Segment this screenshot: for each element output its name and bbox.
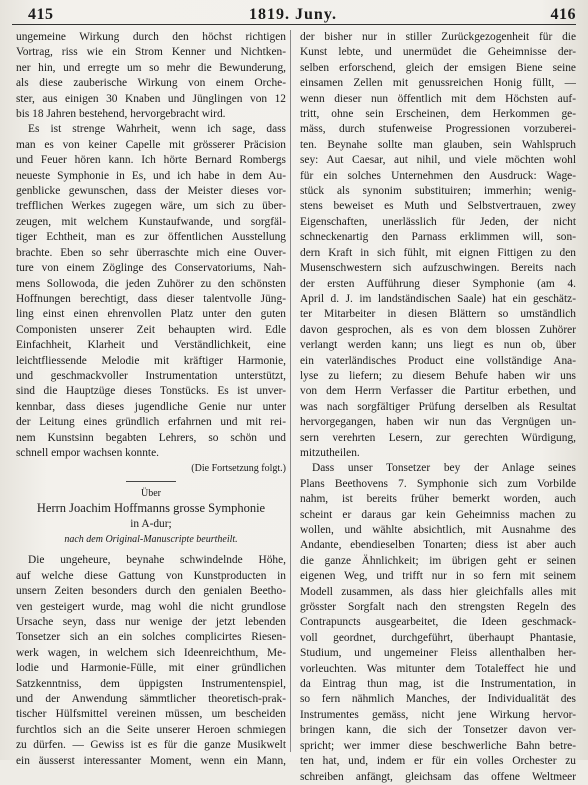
text-line: trefflichen Werkes zugegen wäre, um sich zu über- [16, 200, 286, 213]
article-over: Über [141, 487, 161, 499]
right-paragraph-2 [300, 461, 576, 785]
text-line: Tonsetzer sich an ein solches complicirtes Riesen- [16, 631, 286, 644]
text-line: ling einst einen ehrenvollen Platz unter den guten [16, 308, 286, 321]
text-line: der ersten Aufführung dieser Symphonie (am 4. [300, 277, 576, 290]
text-line: Die ungeheure, beynahe schwindelnde Höhe, [28, 554, 286, 567]
text-line: kennbar, dass dieses jugendliche Genie nur unter [16, 400, 286, 413]
text-line: Hoffnungen berechtigt, dass dieser talentvolle Jüng- [16, 292, 286, 305]
column-divider [290, 30, 291, 752]
text-line: mäss, durch stufenweise Progressionen vorzuberei- [300, 123, 576, 136]
text-line: die ganze Ähnlichkeit; im übrigen geht er seinen [300, 554, 576, 567]
text-line: bringen kann, die sich der Tonsetzer davon ver- [300, 724, 576, 737]
text-line: so fern nähmlich Manches, der Individualität des [300, 693, 576, 706]
text-line: tritt, ohne sein Erscheinen, dem Herkommen ge- [300, 108, 576, 121]
text-line: ven gesteigert wurde, mag wohl die nicht grundlose [16, 600, 286, 613]
text-line: wollen, und wählte absichtlich, mit Ausnahme des [300, 524, 576, 536]
left-paragraph-1 [16, 30, 286, 122]
text-line: dern Kraft in sich fühlt, mit eignen Fittigen zu den [300, 246, 576, 259]
text-line: wenn dieser nun öffentlich mit dem Höchsten auf- [300, 92, 576, 105]
text-line: als diese zauberische Wirkung von einem Orche- [16, 77, 286, 90]
text-line: tischer Hülfsmittel vereinen müssen, um bescheiden [16, 708, 286, 721]
text-line: nem Kunstsinn begabten Lehrers, so schön und [16, 431, 286, 444]
text-line: ner hin, und erregte um so mehr die Bewunderung, [16, 61, 286, 74]
text-line: eigenen Weg, und trifft nur in so fern mit seinem [300, 570, 576, 583]
text-line: mens Sollowoda, die jeden Zuhörer zu den schönsten [16, 277, 286, 290]
text-line: Musenschwestern sich aufzuschwingen. Bereits nach [300, 262, 576, 275]
text-line: Andante, ebendieselben Tonarten; diess ist aber auch [300, 539, 576, 552]
text-line: ter Mitarbeiter in diesen Blättern so umständlich [300, 308, 576, 321]
text-line: auf welche diese Gattung von Kunstproducten in [16, 569, 286, 582]
text-line: ten hat, und, indem er für ein volles Orchester zu [300, 755, 576, 768]
text-line: Satzkenntniss, dem üppigsten Instrumentenspiel, [16, 677, 286, 690]
text-line: lodie und Harmonie-Fülle, mit einer gründlichen [16, 662, 286, 675]
text-line: selben erforschend, gleich der emsigen Biene seine [300, 61, 576, 74]
text-line: Instrumentes gemäss, nicht jene Wirkung hervor- [300, 708, 576, 721]
text-line: stens beweiset es Muth und Selbstvertrauen, zwey [300, 200, 576, 213]
text-line: furchtlos sich an die Seite unserer Heroen schmiegen [16, 723, 286, 736]
text-line: hervorgegangen, haben wir nun das Vergnügen un- [300, 416, 576, 429]
text-line: spricht; wer immer diese beschwerliche Bahn betre- [300, 739, 576, 752]
text-line: ungemeine Wirkung durch den höchst richtigen [16, 31, 286, 43]
text-line: und geschmackvoller Instrumentation unterstützt, [16, 369, 286, 382]
text-line: der Leitung eines gründlich erfahrnen und mit rei- [16, 416, 286, 429]
text-line: davon gesprochen, als es von dem blossen Zuhörer [300, 323, 576, 336]
article-key: in A-dur; [130, 517, 172, 530]
left-paragraph-2 [16, 122, 286, 461]
left-column [16, 30, 286, 769]
text-line: da Eintrag thun mag, ist die Instrumentation, in [300, 678, 576, 691]
text-line: schneckenartig den Parnass erklimmen will, son- [300, 231, 576, 244]
text-line: Dass unser Tonsetzer bey der Anlage seines [312, 462, 576, 475]
text-line: vorleuchten. Was mitunter dem Totaleffect hie und [300, 662, 576, 675]
text-line: stück als synonim substituiren; immerhin; wenig- [300, 185, 576, 198]
text-line: mitzutheilen. [300, 446, 360, 459]
text-line: schnell empor wachsen konnte. [16, 446, 159, 459]
article-subtitle: nach dem Original-Manuscripte beurtheilt. [64, 534, 238, 545]
article-title: Herrn Joachim Hoffmanns grosse Symphonie [36, 501, 266, 516]
text-line: einsamen Zellen mit genussreichen Honig füllt, — [300, 77, 576, 90]
text-line: tiger Echtheit, man es zur öffentlichen Ausstellung [16, 231, 286, 244]
text-line: Modell zusammen, als dass hier gleichfalls alles mit [300, 585, 576, 598]
right-paragraph-1 [300, 30, 576, 461]
text-line: ture von einem Zöglinge des Conservatoriums, Nah- [16, 262, 286, 275]
text-line: lyse zu liefern; zu diesem Behufe haben wir uns [300, 369, 576, 382]
text-line: Studium, und ungemeiner Fleiss allenthalben her- [300, 647, 576, 660]
text-line: scheint er daraus gar kein Geheimniss machen zu [300, 508, 576, 521]
text-line: nahm, ist bereits früher bemerkt worden, auch [300, 493, 576, 506]
text-line: und der Anwendung sämmtlicher theoretisch-prak- [16, 693, 286, 706]
text-line: schreiben anfängt, gleichsam das offene Weltmeer [300, 770, 576, 783]
text-line: was nach sorgfältiger Prüfung derselben als Resultat [300, 400, 576, 413]
text-line: sern verehrten Lesern, zur gerechten Würdigung, [300, 431, 576, 444]
text-line: verlangt werden kann; uns liegt es nun ob, über [300, 339, 576, 352]
text-line: Vortrag, riss wie ein Strom Kenner und Nichtken- [16, 46, 286, 59]
text-line: Es ist strenge Wahrheit, wenn ich sage, dass [28, 123, 286, 136]
text-line: ster, aus einigen 30 Knaben und Jünglingen von 12 [16, 92, 286, 105]
text-line: von dem Herrn Verfasser die Partitur erbethen, und [300, 385, 576, 398]
text-line: und Feuer hören kann. Ich hörte Bernard Rombergs [16, 154, 286, 167]
text-line: sind die Hauptzüge dieses Tonstücks. Es ist unver- [16, 385, 286, 398]
text-line: sey: Aut Caesar, aut nihil, und viele möchten wohl [300, 154, 576, 167]
text-line: Eigenschaften, unerlässlich für Jeden, der nicht [300, 215, 576, 228]
text-line: für ein solches Unternehmen den Ausdruck: Wage- [300, 169, 576, 182]
text-line: ein äusserst interessanter Moment, wenn ein Mann, [16, 754, 286, 767]
text-line: werk wagen, in welchem sich Ideenreichthum, Me- [16, 646, 286, 659]
text-line: April d. J. im landständischen Saale) hat ein geschätz- [300, 292, 576, 305]
running-title: 1819. Juny. [249, 6, 337, 23]
text-line: Contrapuncts ausgearbeitet, die Ideen geschmack- [300, 616, 576, 629]
text-line: bis 18 Jahren bestehend, hervorgebracht wird. [16, 108, 226, 121]
text-line: brachte. Eben so sehr überraschte mich eine Ouver- [16, 246, 286, 259]
text-line: zu dürfen. — Gewiss ist es für die ganze Musikwelt [16, 739, 286, 752]
right-column [300, 30, 576, 785]
section-rule [126, 481, 176, 482]
text-line: neueste Symphonie in Es, und ich habe in dem Au- [16, 169, 286, 182]
continuation-note: (Die Fortsetzung folgt.) [191, 463, 286, 475]
text-line: unsern Zeiten besonders durch den genialen Beetho- [16, 585, 286, 598]
text-line: man es von keiner Capelle mit grösserer Präcision [16, 138, 286, 151]
text-line: grösster Sorgfalt nach den strengsten Regeln des [300, 601, 576, 614]
text-line: Ursache seyn, dass nur wenige der jetzt lebenden [16, 616, 286, 629]
text-line: der bisher nur in stiller Zurückgezogenheit für die [300, 31, 576, 43]
text-line: zeugen, mit welchem Kunstaufwande, und sorgfäl- [16, 215, 286, 228]
text-line: Plans Beethovens 7. Symphonie sich zum Vorbilde [300, 477, 576, 490]
text-line: voll geordnet, durchgeführt, überhaupt Phantasie, [300, 631, 576, 644]
header-rule [12, 24, 576, 25]
text-line: genblicke gewunschen, dass der Meister dieses vor- [16, 185, 286, 198]
text-line: leichtfliessende Melodie mit kräftiger Harmonie, [16, 354, 286, 367]
text-line: Componisten unserer Zeit behaupten wird. Edle [16, 323, 286, 336]
text-line: ein vaterländisches Product eine vollständige Ana- [300, 354, 576, 367]
left-page-number: 415 [28, 6, 54, 23]
text-line: ten. Beynahe sollte man glauben, sein Wahlspruch [300, 138, 576, 151]
text-line: Einfachheit, Klarheit und Verständlichkeit, eine [16, 339, 286, 352]
left-paragraph-3 [16, 553, 286, 769]
text-line: Kunst lebte, und unermüdet die Geheimnisse der- [300, 46, 576, 59]
right-page-number: 416 [550, 6, 576, 23]
page-header [10, 6, 576, 30]
